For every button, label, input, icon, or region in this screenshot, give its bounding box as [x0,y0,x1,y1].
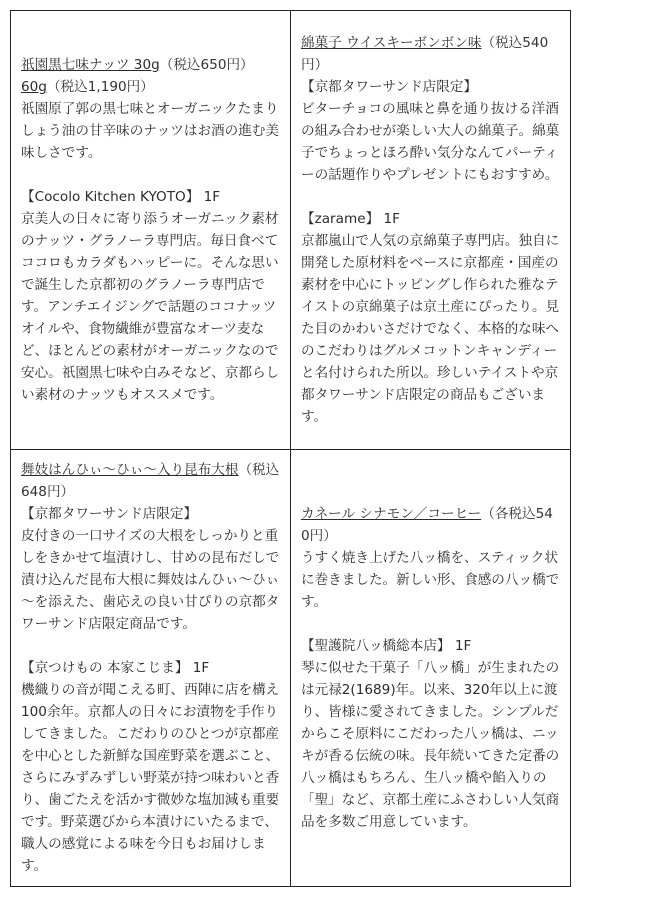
product-link-wataga[interactable]: 綿菓子 ウイスキーボンボン味 [301,35,482,51]
product-cell-wataga [291,11,571,450]
spacer [301,613,560,635]
limited-badge: 【京都タワーサンド店限定】 [301,79,478,95]
price-label: （税込1,190円） [46,79,154,95]
product-title [21,76,280,98]
product-title [301,503,560,547]
table-row [11,450,571,887]
product-description: うすく焼き上げた八ッ橋を、スティック状に巻きました。新しい形、食感の八ッ橋です。 [301,550,560,610]
shop-name: 【聖護院八ッ橋総本店】 1F [301,638,472,654]
spacer [21,164,280,186]
table-row [11,11,571,450]
spacer [21,635,280,657]
product-cell-canele [291,450,571,887]
spacer [301,186,560,208]
product-title [301,32,560,76]
shop-name: 【zarame】 1F [301,211,400,227]
limited-badge: 【京都タワーサンド店限定】 [21,506,198,522]
product-link-konbu-daikon[interactable]: 舞妓はんひぃ～ひぃ～入り昆布大根 [21,462,239,478]
product-cell-nuts [11,11,291,450]
product-link-nuts-30g[interactable]: 祇園黒七味ナッツ 30g [21,57,160,73]
product-table [10,10,571,887]
price-label: （各税込540円） [301,506,553,544]
product-link-canele[interactable]: カネール シナモン／コーヒー [301,506,482,522]
shop-description: 機織りの音が聞こえる町、西陣に店を構え100余年。京都人の日々にお漬物を手作りしてきました。こだわりのひとつが京都産を中心とした新鮮な国産野菜を選ぶこと、さらにみずみずしい野菜が持つ味わいと香り、歯ごたえを活かす微妙な塩加減も重要です。野菜選びから本漬けにいたるまで、職人の感覚による味を今日もお届けします。 [21,682,280,874]
shop-description: 京都嵐山で人気の京綿菓子専門店。独自に開発した原材料をベースに京都産・国産の素材を中心にトッピングし作られた雅なテイストの京綿菓子は京土産にぴったり。見た目のかわいさだけでなく、本格的な味へのこだわりはグルメコットンキャンディーと名付けられた所以。珍しいテイストや京都タワーサンド店限定の商品もございます。 [301,233,560,425]
price-label: （税込650円） [159,57,254,73]
product-description: ビターチョコの風味と鼻を通り抜ける洋酒の組み合わせが楽しい大人の綿菓子。綿菓子でちょっとほろ酔い気分なんてパーティーの話題作りやプレゼントにもおすすめ。 [301,101,560,183]
product-link-nuts-60g[interactable]: 60g [21,79,47,95]
product-title [21,54,280,76]
shop-name: 【Cocolo Kitchen KYOTO】 1F [21,189,221,205]
product-description: 祇園原了郭の黒七味とオーガニックたまりしょう油の甘辛味のナッツはお酒の進む美味しさです。 [21,101,280,161]
shop-description: 琴に似せた干菓子「八ッ橋」が生まれたのは元禄2(1689)年。以来、320年以上に渡り、皆様に愛されてきました。シンプルだからこそ原料にこだわった八ッ橋は、ニッキが香る伝統の味。長年続いてきた定番の八ッ橋はもちろん、生八ッ橋や餡入りの「聖」など、京都土産にふさわしい人気商品を多数ご用意しています。 [301,660,560,830]
shop-description: 京美人の日々に寄り添うオーガニック素材のナッツ・グラノーラ専門店。毎日食べてココロもカラダもハッピーに。そんな思いで誕生した京都初のグラノーラ専門店です。アンチエイジングで話題のココナッツオイルや、食物繊維が豊富なオーツ麦など、ほとんどの素材がオーガニックなので安心。祇園黒七味や白みそなど、京都らしい素材のナッツもオススメです。 [21,211,280,403]
product-cell-konbu-daikon [11,450,291,887]
price-label: （税込648円） [21,462,280,500]
product-title [21,459,280,503]
price-label: （税込540円） [301,35,549,73]
product-description: 皮付きの一口サイズの大根をしっかりと重しをきかせて塩漬けし、甘めの昆布だしで漬け込んだ昆布大根に舞妓はんひぃ～ひぃ～を添えた、歯応えの良い甘ぴりの京都タワーサンド店限定商品です。 [21,528,280,632]
shop-name: 【京つけもの 本家こじま】 1F [21,660,210,676]
